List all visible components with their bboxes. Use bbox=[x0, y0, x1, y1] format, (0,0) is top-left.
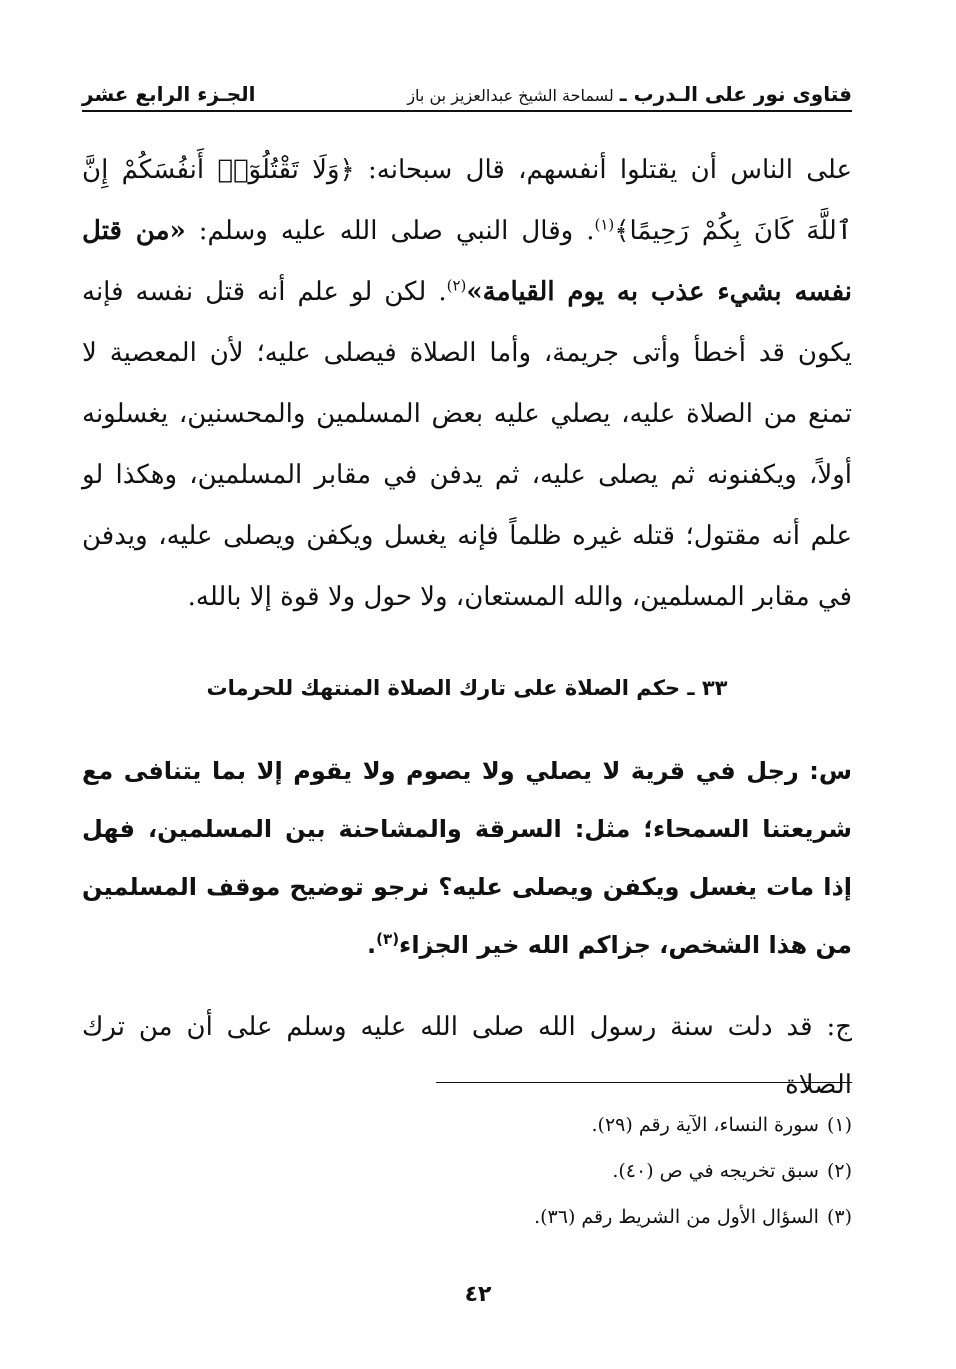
footnote-item bbox=[152, 1102, 852, 1148]
footnote-divider bbox=[436, 1082, 852, 1083]
footnote-text: سبق تخريجه في ص (٤٠). bbox=[612, 1160, 819, 1182]
answer-text: ج: قد دلت سنة رسول الله صلى الله عليه وسلم على أن من ترك الصلاة bbox=[82, 1012, 852, 1100]
section-heading: ٣٣ ـ حكم الصلاة على تارك الصلاة المنتهك للحرمات bbox=[206, 676, 728, 700]
footnote-ref-3: (٣) bbox=[376, 930, 400, 948]
footnote-ref-2: (٢) bbox=[446, 276, 467, 295]
footnote-number: (٣) bbox=[826, 1206, 852, 1228]
footnote-number: (١) bbox=[826, 1114, 852, 1136]
book-title: فتاوى نور على الـدرب ـ bbox=[619, 82, 852, 106]
footnote-number: (٢) bbox=[826, 1160, 852, 1182]
page-number: ٤٢ bbox=[464, 1282, 492, 1307]
body-segment-1: على الناس أن يقتلوا أنفسهم، قال سبحانه: bbox=[354, 155, 853, 185]
volume-label: الجـزء الرابع عشر bbox=[82, 82, 256, 106]
question-block bbox=[82, 742, 852, 974]
body-segment-2: . وقال النبي صلى الله عليه وسلم: bbox=[185, 216, 595, 246]
footnote-item bbox=[152, 1148, 852, 1194]
footnote-ref-1: (١) bbox=[594, 215, 615, 234]
footnote-item bbox=[152, 1194, 852, 1240]
footnotes-list bbox=[152, 1102, 852, 1240]
body-segment-3: . لكن لو علم أنه قتل نفسه فإنه يكون قد أخطأ وأتى جريمة، وأما الصلاة فيصلى عليه؛ لأن المعصية لا تمنع من الصلاة عليه، يصلي عليه بعض المسلمين والمحسنين، يغسلونه أولاً، ويكفنونه ثم يصلى عليه، ثم يدفن في مقابر المسلمين، وهكذا لو علم أنه مقتول؛ قتله غيره ظلماً فإنه يغسل ويكفن ويصلى عليه، ويدفن في مقابر المسلمين، والله المستعان، ولا حول ولا قوة إلا بالله. bbox=[82, 277, 852, 612]
body-paragraph bbox=[82, 140, 852, 628]
question-paragraph bbox=[82, 742, 852, 974]
footnote-text: سورة النساء، الآية رقم (٢٩). bbox=[591, 1114, 819, 1136]
footnote-text: السؤال الأول من الشريط رقم (٣٦). bbox=[534, 1206, 819, 1228]
running-header bbox=[82, 76, 852, 112]
question-end: . bbox=[367, 931, 377, 959]
hadith-quote: «من قتل نفسه بشيء عذب به يوم القيامة» bbox=[82, 216, 852, 307]
question-text: س: رجل في قرية لا يصلي ولا يصوم ولا يقوم إلا بما يتنافى مع شريعتنا السمحاء؛ مثل: السرقة والمشاحنة بين المسلمين، فهل إذا مات يغسل ويكفن ويصلى عليه؟ نرجو توضيح موقف المسلمين من هذا الشخص، جزاكم الله خير الجزاء bbox=[82, 757, 852, 959]
body-text bbox=[82, 140, 852, 628]
author-name: لسماحة الشيخ عبدالعزيز بن باز bbox=[407, 86, 614, 105]
quran-verse: ﴿وَلَا تَقْتُلُوٓا۟ أَنفُسَكُمْ إِنَّ ٱللَّهَ كَانَ بِكُمْ رَحِيمًا﴾ bbox=[82, 155, 852, 246]
answer-block bbox=[82, 998, 852, 1114]
